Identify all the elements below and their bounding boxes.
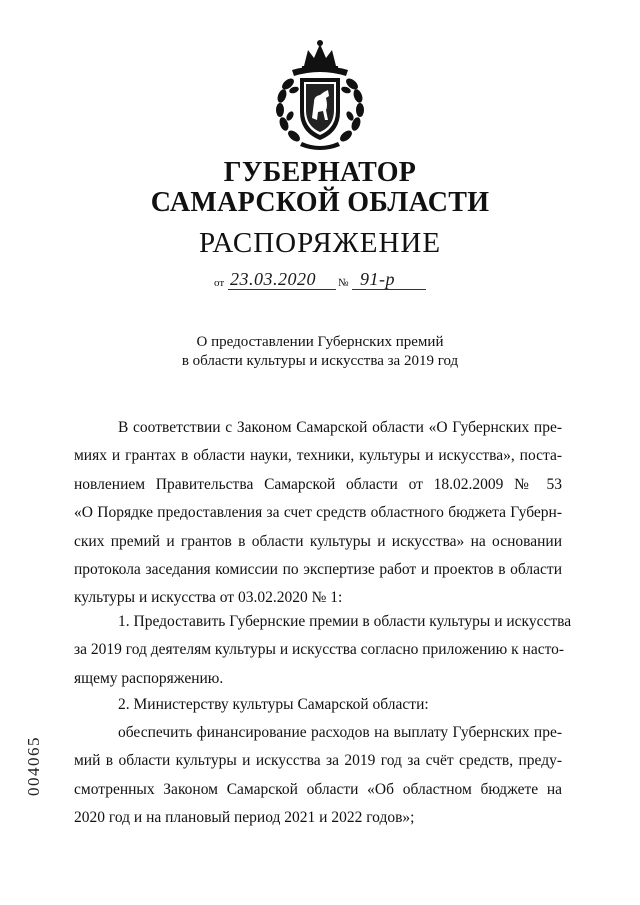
text-line: миях и грантах в области науки, техники, культуры и искусства», поста-: [74, 447, 562, 465]
text-line: обеспечить финансирование расходов на выплату Губернских пре-: [118, 724, 562, 741]
text-line: новлением Правительства Самарской области от 18.02.2009 № 53: [74, 475, 562, 493]
header-title-line-1: ГУБЕРНАТОР: [223, 157, 417, 188]
number-label: №: [338, 277, 349, 289]
date-value: 23.03.2020: [230, 269, 316, 289]
order-date-number-line: [214, 268, 454, 292]
text-line: В соответствии с Законом Самарской области «О Губернских пре-: [118, 419, 562, 436]
text-line: 2020 год и на плановый период 2021 и 2022 годов»;: [74, 809, 415, 827]
text-line: культуры и искусства от 03.02.2020 № 1:: [74, 589, 343, 607]
paragraph-preamble: [74, 414, 562, 613]
text-line: протокола заседания комиссии по экспертизе работ и проектов в области: [74, 560, 562, 578]
header-title-line-2: САМАРСКОЙ ОБЛАСТИ: [150, 187, 490, 218]
text-line: смотренных Законом Самарской области «Об областном бюджете на: [74, 780, 562, 798]
text-line: мий в области культуры и искусства за 2019 год за счёт средств, преду-: [74, 752, 562, 770]
number-value: 91-р: [360, 269, 395, 289]
text-line: 1. Предоставить Губернские премии в области культуры и искусства: [118, 613, 572, 630]
subject-line-1: О предоставлении Губернских премий: [196, 334, 444, 350]
paragraph-item-1: [74, 608, 572, 693]
subject-line-2: в области культуры и искусства за 2019 год: [181, 353, 459, 369]
text-line: за 2019 год деятелям культуры и искусства согласно приложению к насто-: [74, 641, 565, 659]
text-line: «О Порядке предоставления за счет средств областного бюджета Губерн-: [74, 504, 562, 522]
registration-number: 004065: [24, 736, 43, 796]
document-type: РАСПОРЯЖЕНИЕ: [198, 227, 442, 259]
date-label: от: [214, 277, 225, 289]
paragraph-item-2-text: [74, 719, 562, 833]
coat-of-arms-icon: [268, 40, 372, 152]
text-line: ящему распоряжению.: [74, 669, 224, 687]
text-line: 2. Министерству культуры Самарской области:: [118, 696, 429, 713]
paragraph-item-2: [74, 691, 562, 719]
text-line: ских премий и грантов в области культуры и искусства» на основании: [74, 532, 562, 550]
